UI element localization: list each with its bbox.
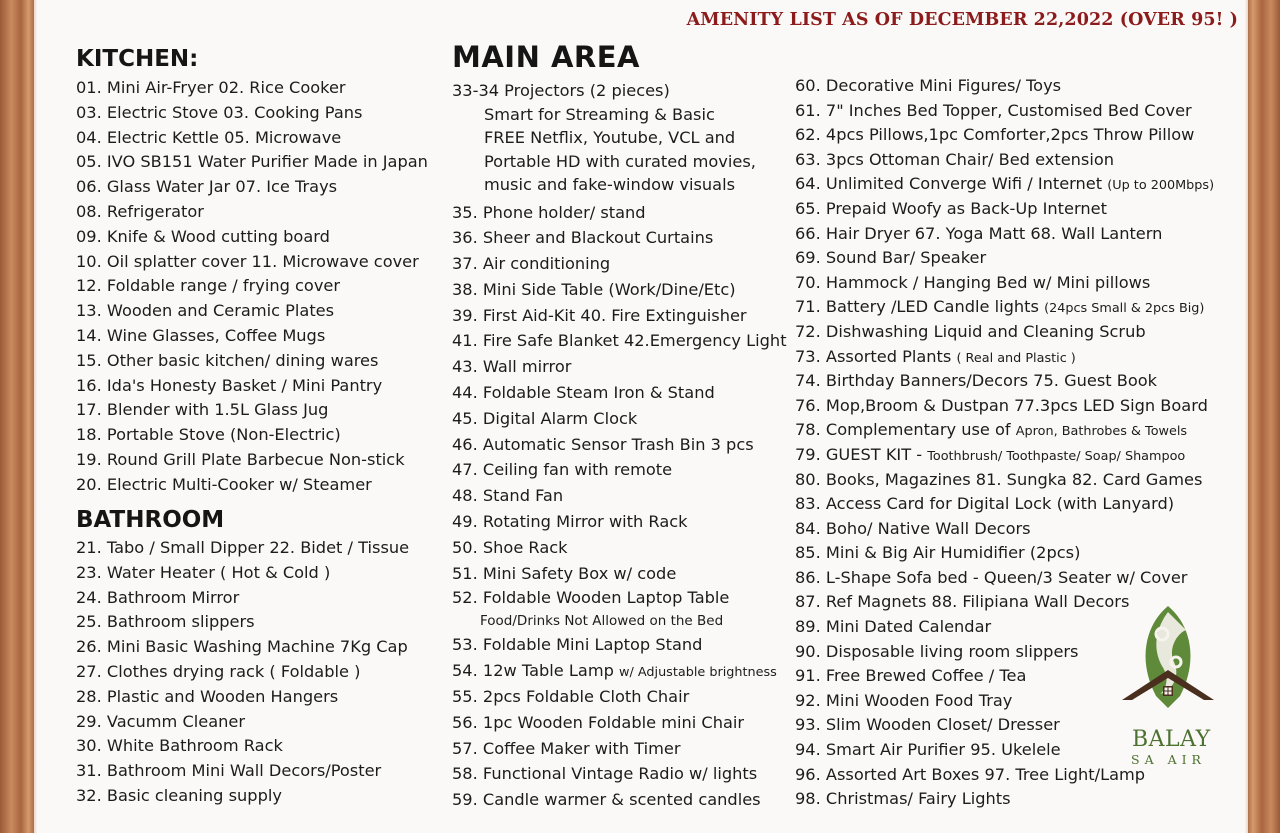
list-item-laptop-table [452, 586, 787, 632]
list-item: 51. Mini Safety Box w/ code [452, 563, 677, 583]
laptop-table-note: Food/Drinks Not Allowed on the Bed [480, 613, 724, 630]
list-item: 39. First Aid-Kit 40. Fire Extinguisher [452, 305, 747, 325]
list-item: 19. Round Grill Plate Barbecue Non-stick [76, 449, 405, 469]
list-item: 09. Knife & Wood cutting board [76, 226, 330, 246]
bathroom-heading: BATHROOM [76, 507, 225, 533]
table-lamp-note: w/ Adjustable brightness [619, 665, 777, 681]
list-item: 53. Foldable Mini Laptop Stand [452, 635, 703, 655]
leaf-house-icon [1116, 604, 1220, 724]
laptop-table-text: 52. Foldable Wooden Laptop Table [452, 588, 730, 608]
list-item: 16. Ida's Honesty Basket / Mini Pantry [76, 375, 383, 395]
list-item: 74. Birthday Banners/Decors 75. Guest Book [795, 371, 1158, 391]
list-item: 01. Mini Air-Fryer 02. Rice Cooker [76, 78, 346, 97]
list-item: 08. Refrigerator [76, 201, 204, 221]
list-item: 61. 7" Inches Bed Topper, Customised Bed Cover [795, 100, 1192, 120]
list-item: 85. Mini & Big Air Humidifier (2pcs) [795, 543, 1081, 563]
plants-text: 73. Assorted Plants [795, 346, 957, 366]
list-item: 84. Boho/ Native Wall Decors [795, 518, 1031, 538]
list-item: 32. Basic cleaning supply [76, 785, 282, 805]
list-item-complementary [795, 418, 1214, 443]
list-item: 90. Disposable living room slippers [795, 641, 1079, 661]
guest-kit-note: Toothbrush/ Toothpaste/ Soap/ Shampoo [927, 448, 1186, 464]
list-item-wifi [795, 172, 1214, 197]
list-item: 94. Smart Air Purifier 95. Ukelele [795, 740, 1061, 760]
list-item: 05. IVO SB151 Water Purifier Made in Japan [76, 152, 428, 172]
list-item: 98. Christmas/ Fairy Lights [795, 789, 1011, 809]
list-item: 36. Sheer and Blackout Curtains [452, 228, 714, 248]
list-item: 48. Stand Fan [452, 486, 564, 506]
battery-text: 71. Battery /LED Candle lights [795, 297, 1045, 317]
list-item: 44. Foldable Steam Iron & Stand [452, 383, 715, 403]
list-item: 41. Fire Safe Blanket 42.Emergency Light [452, 331, 787, 351]
list-item-battery [795, 295, 1214, 320]
wifi-text: 64. Unlimited Converge Wifi / Internet [795, 174, 1108, 194]
wifi-note: (Up to 200Mbps) [1107, 178, 1215, 194]
battery-note: (24pcs Small & 2pcs Big) [1044, 301, 1205, 317]
logo-wordmark: BALAY [1132, 727, 1211, 752]
list-item: 24. Bathroom Mirror [76, 587, 240, 607]
list-item: 10. Oil splatter cover 11. Microwave cover [76, 251, 419, 271]
list-item: 76. Mop,Broom & Dustpan 77.3pcs LED Sign Board [795, 395, 1208, 415]
list-item: 29. Vacumm Cleaner [76, 711, 246, 731]
list-item: 55. 2pcs Foldable Cloth Chair [452, 687, 690, 707]
list-item-guest-kit [795, 443, 1214, 468]
list-item: 57. Coffee Maker with Timer [452, 738, 681, 758]
projector-line: 33-34 Projectors (2 pieces) [452, 81, 670, 100]
list-item: 28. Plastic and Wooden Hangers [76, 686, 339, 706]
list-item: 38. Mini Side Table (Work/Dine/Etc) [452, 279, 736, 299]
complementary-note: Apron, Bathrobes & Towels [1015, 424, 1188, 440]
list-item: 30. White Bathroom Rack [76, 736, 283, 756]
list-item: 72. Dishwashing Liquid and Cleaning Scrub [795, 321, 1146, 341]
list-item: 17. Blender with 1.5L Glass Jug [76, 400, 329, 420]
list-item: 45. Digital Alarm Clock [452, 408, 638, 428]
projector-line: Portable HD with curated movies, [484, 151, 756, 171]
list-item: 87. Ref Magnets 88. Filipiana Wall Decors [795, 592, 1130, 612]
list-item: 80. Books, Magazines 81. Sungka 82. Card Games [795, 469, 1203, 489]
list-item: 60. Decorative Mini Figures/ Toys [795, 76, 1062, 95]
list-item: 27. Clothes drying rack ( Foldable ) [76, 661, 361, 681]
list-item: 63. 3pcs Ottoman Chair/ Bed extension [795, 149, 1115, 169]
table-lamp-text: 54. 12w Table Lamp [452, 661, 620, 681]
list-item: 26. Mini Basic Washing Machine 7Kg Cap [76, 637, 408, 657]
logo-tagline: SA AIR [1131, 752, 1206, 767]
list-item: 23. Water Heater ( Hot & Cold ) [76, 562, 331, 582]
list-item: 25. Bathroom slippers [76, 612, 255, 632]
list-item: 18. Portable Stove (Non-Electric) [76, 425, 341, 445]
projector-line: FREE Netflix, Youtube, VCL and [484, 128, 736, 147]
list-item-projectors [452, 79, 787, 197]
list-item: 92. Mini Wooden Food Tray [795, 690, 1013, 710]
list-item: 35. Phone holder/ stand [452, 202, 646, 222]
list-item: 15. Other basic kitchen/ dining wares [76, 350, 379, 370]
list-item: 86. L-Shape Sofa bed - Queen/3 Seater w/ Cover [795, 567, 1188, 587]
list-item: 89. Mini Dated Calendar [795, 617, 992, 637]
list-item: 96. Assorted Art Boxes 97. Tree Light/Lamp [795, 764, 1146, 784]
list-item: 62. 4pcs Pillows,1pc Comforter,2pcs Throw Pillow [795, 125, 1195, 145]
list-item: 69. Sound Bar/ Speaker [795, 248, 987, 268]
list-item: 91. Free Brewed Coffee / Tea [795, 666, 1027, 686]
list-item: 65. Prepaid Woofy as Back-Up Internet [795, 198, 1107, 218]
kitchen-heading: KITCHEN: [76, 46, 199, 72]
bathroom-list [76, 536, 409, 809]
list-item-plants [795, 345, 1214, 370]
amenity-list-banner: AMENITY LIST AS OF DECEMBER 22,2022 (OVER 95! ) [686, 10, 1238, 30]
wood-frame-right [1244, 0, 1280, 833]
list-item: 43. Wall mirror [452, 357, 572, 377]
wood-frame-left [0, 0, 38, 833]
list-item: 13. Wooden and Ceramic Plates [76, 301, 335, 321]
complementary-text: 78. Complementary use of [795, 420, 1016, 440]
list-item: 83. Access Card for Digital Lock (with Lanyard) [795, 494, 1175, 514]
list-item: 49. Rotating Mirror with Rack [452, 512, 688, 532]
list-item: 03. Electric Stove 03. Cooking Pans [76, 102, 363, 122]
projector-line: Smart for Streaming & Basic [484, 104, 715, 124]
list-item: 50. Shoe Rack [452, 537, 568, 557]
list-item: 12. Foldable range / frying cover [76, 276, 341, 296]
list-item: 93. Slim Wooden Closet/ Dresser [795, 715, 1060, 735]
list-item: 21. Tabo / Small Dipper 22. Bidet / Tissue [76, 538, 410, 557]
plants-note: ( Real and Plastic ) [956, 350, 1076, 366]
list-item-table-lamp [452, 658, 787, 684]
list-item: 58. Functional Vintage Radio w/ lights [452, 764, 758, 784]
list-item: 56. 1pc Wooden Foldable mini Chair [452, 712, 745, 732]
list-item: 66. Hair Dryer 67. Yoga Matt 68. Wall Lantern [795, 223, 1163, 243]
kitchen-list [76, 76, 428, 498]
list-item: 70. Hammock / Hanging Bed w/ Mini pillows [795, 272, 1151, 292]
list-item: 06. Glass Water Jar 07. Ice Trays [76, 177, 338, 197]
guest-kit-text: 79. GUEST KIT - [795, 444, 928, 464]
main-area-heading: MAIN AREA [452, 40, 640, 74]
list-item: 47. Ceiling fan with remote [452, 460, 673, 480]
list-item: 04. Electric Kettle 05. Microwave [76, 127, 342, 147]
list-item: 59. Candle warmer & scented candles [452, 790, 761, 810]
main-area-list [452, 79, 787, 813]
list-item: 46. Automatic Sensor Trash Bin 3 pcs [452, 434, 754, 454]
list-item: 20. Electric Multi-Cooker w/ Steamer [76, 474, 372, 494]
list-item: 31. Bathroom Mini Wall Decors/Poster [76, 761, 382, 781]
list-item: 14. Wine Glasses, Coffee Mugs [76, 325, 326, 345]
list-item: 37. Air conditioning [452, 254, 611, 274]
projector-line: music and fake-window visuals [484, 175, 736, 194]
